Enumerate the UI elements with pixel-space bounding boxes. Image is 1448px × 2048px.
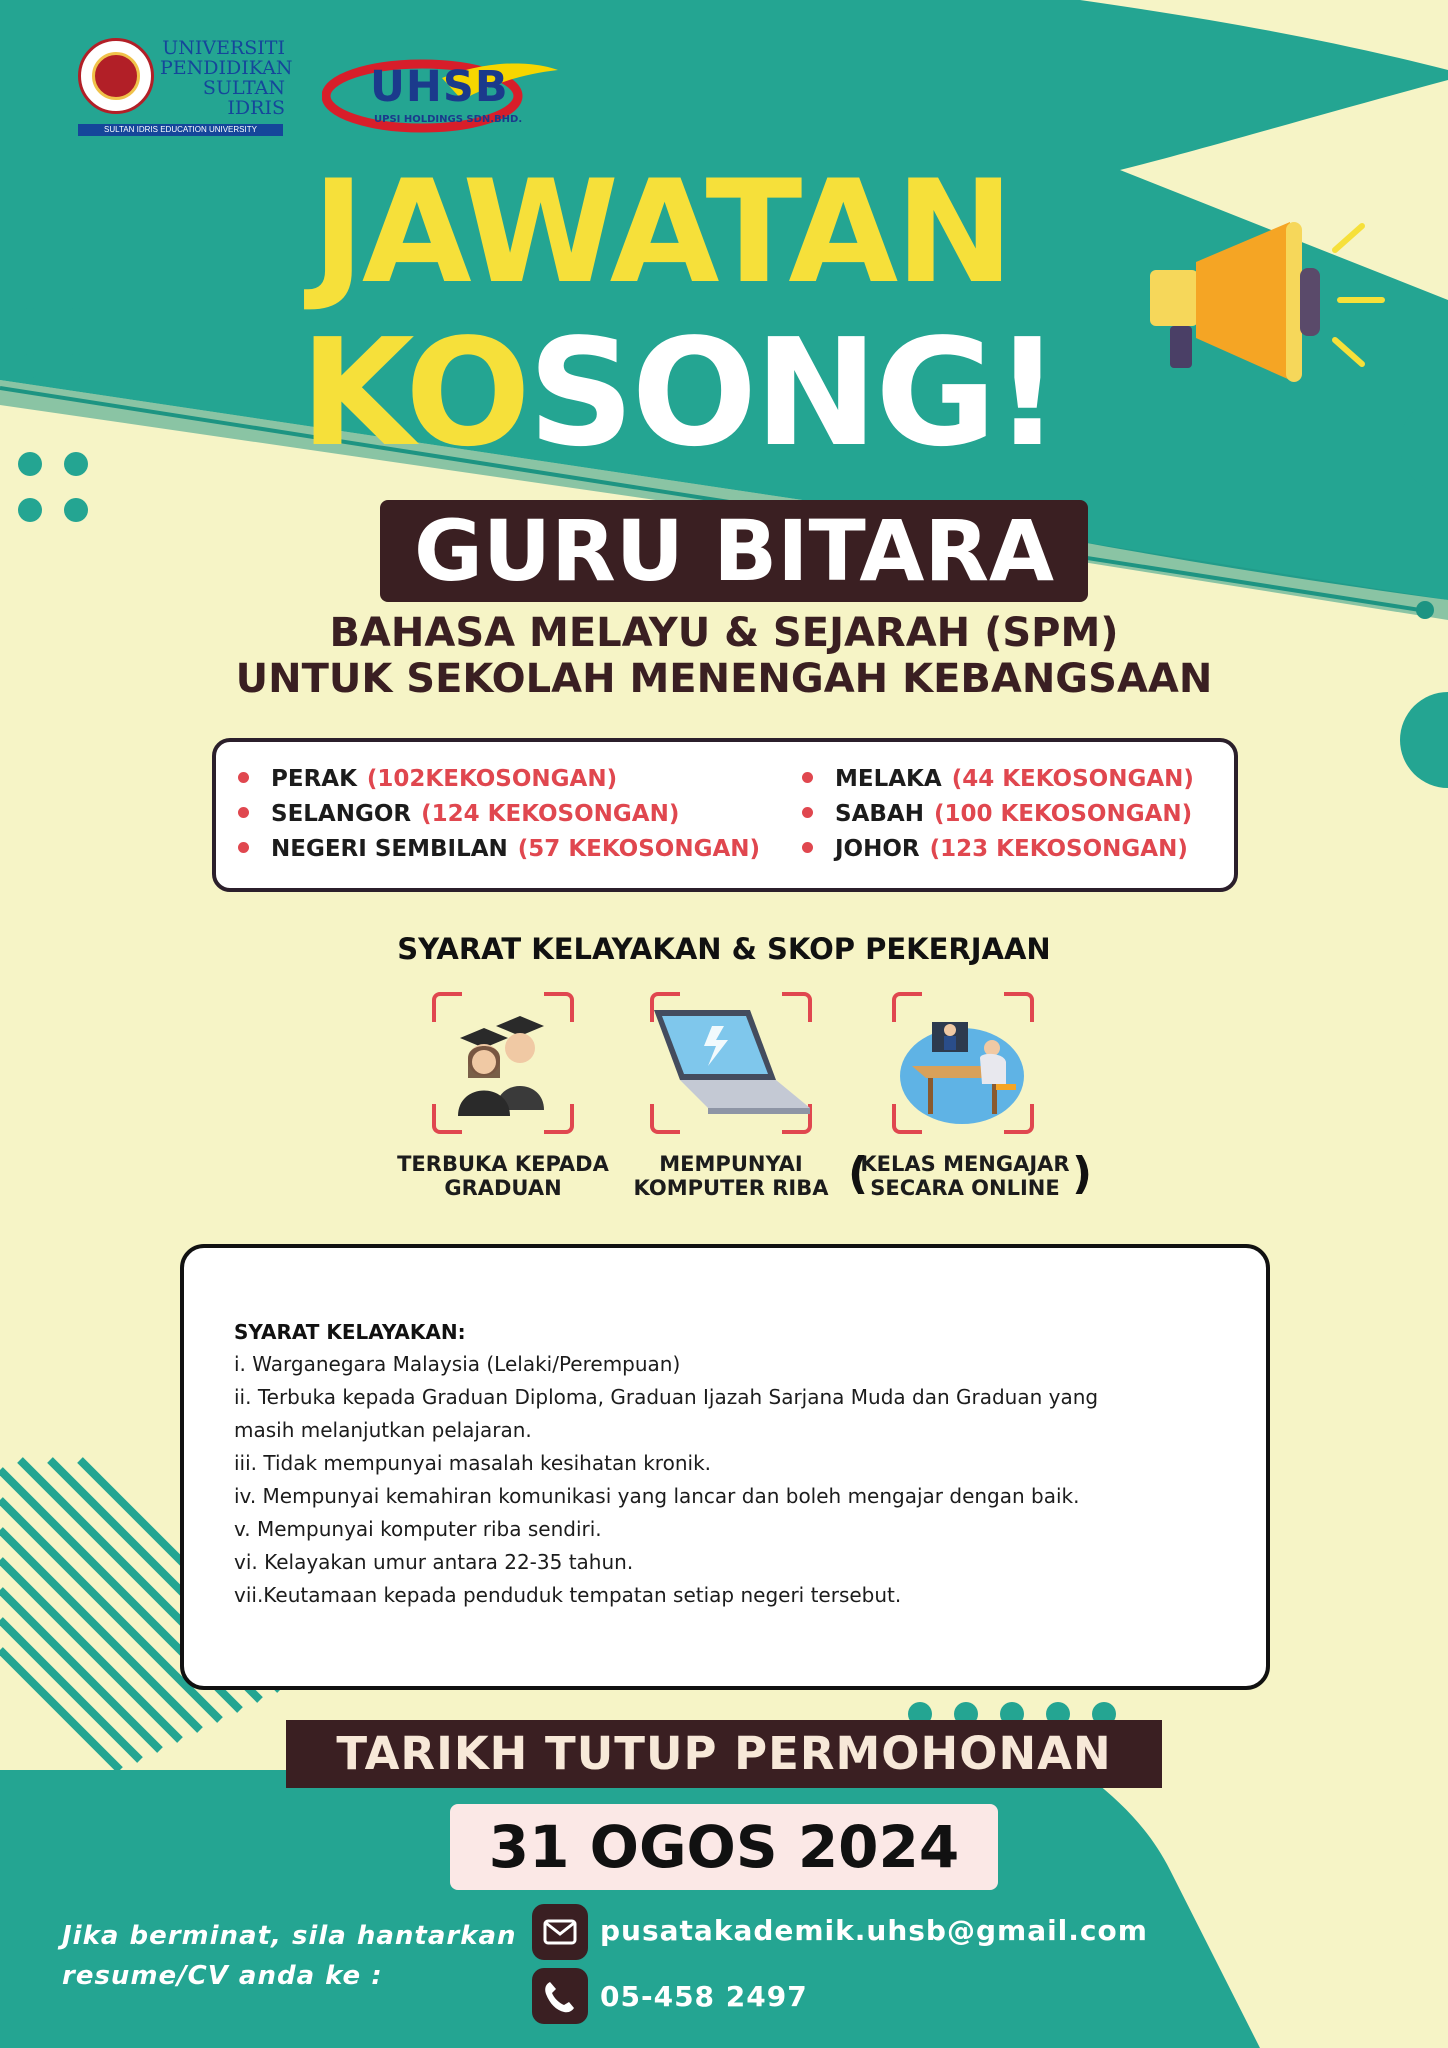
vacancy-item: MELAKA (44 KEKOSONGAN) xyxy=(802,766,1194,792)
laptop-icon xyxy=(650,992,812,1134)
closing-date: 31 OGOS 2024 xyxy=(488,1813,960,1881)
requirements-heading: SYARAT KELAYAKAN & SKOP PEKERJAAN xyxy=(397,932,1051,966)
phone-link[interactable]: 05-458 2497 xyxy=(600,1980,808,2013)
graduates-icon xyxy=(432,992,574,1134)
vacancy-list xyxy=(212,738,1238,892)
bullet-icon xyxy=(802,842,813,853)
title-rest: SONG! xyxy=(527,307,1059,479)
qualification-item: vii.Keutamaan kepada penduduk tempatan setiap negeri tersebut. xyxy=(234,1583,902,1607)
graduates-card xyxy=(432,992,574,1134)
subtitle-line-1: BAHASA MELAYU & SEJARAH (SPM) xyxy=(329,610,1119,656)
closing-banner xyxy=(286,1720,1162,1788)
online-class-icon xyxy=(892,992,1034,1134)
bullet-icon xyxy=(238,772,249,783)
position-title: GURU BITARA xyxy=(413,502,1055,600)
bracket-right-icon: ) xyxy=(1072,1148,1093,1199)
qualification-item: i. Warganegara Malaysia (Lelaki/Perempuan) xyxy=(234,1352,681,1376)
title-line-2 xyxy=(0,307,1448,479)
upsi-tagline: SULTAN IDRIS EDUCATION UNIVERSITY xyxy=(78,124,283,136)
qualification-item: vi. Kelayakan umur antara 22-35 tahun. xyxy=(234,1550,634,1574)
uhsb-logo xyxy=(322,48,562,143)
laptop-card xyxy=(650,992,812,1134)
contact-note: Jika berminat, sila hantarkan resume/CV anda ke : xyxy=(62,1921,517,1991)
position-banner xyxy=(380,500,1088,602)
vacancy-item: PERAK (102KEKOSONGAN) xyxy=(238,766,617,792)
bullet-icon xyxy=(802,772,813,783)
feature-label: MEMPUNYAI KOMPUTER RIBA xyxy=(633,1152,829,1200)
bullet-icon xyxy=(238,807,249,818)
title-line-1: JAWATAN xyxy=(312,150,1012,315)
qualification-item: masih melanjutkan pelajaran. xyxy=(234,1418,532,1442)
email-link[interactable]: pusatakademik.uhsb@gmail.com xyxy=(600,1914,1148,1947)
qualification-item: ii. Terbuka kepada Graduan Diploma, Graduan Ijazah Sarjana Muda dan Graduan yang xyxy=(234,1385,1099,1409)
closing-date-box xyxy=(450,1804,998,1890)
email-icon xyxy=(532,1904,588,1960)
uhsb-name: UHSB xyxy=(370,62,509,112)
subtitle-line-2: UNTUK SEKOLAH MENENGAH KEBANGSAAN xyxy=(235,656,1213,702)
upsi-name: UNIVERSITI PENDIDIKAN SULTAN IDRIS xyxy=(160,37,293,119)
upsi-logo xyxy=(78,37,293,138)
qualification-item: iii. Tidak mempunyai masalah kesihatan kronik. xyxy=(234,1451,712,1475)
uhsb-subtitle: UPSI HOLDINGS SDN.BHD. xyxy=(374,114,523,125)
qualification-item: v. Mempunyai komputer riba sendiri. xyxy=(234,1517,602,1541)
bracket-left-icon: ( xyxy=(848,1148,869,1199)
phone-icon xyxy=(532,1968,588,2024)
online-class-card xyxy=(892,992,1034,1134)
qualifications-heading: SYARAT KELAYAKAN: xyxy=(234,1320,466,1344)
bullet-icon xyxy=(802,807,813,818)
feature-label: KELAS MENGAJAR SECARA ONLINE xyxy=(860,1152,1070,1200)
upsi-seal-icon xyxy=(78,38,154,114)
vacancy-item: JOHOR (123 KEKOSONGAN) xyxy=(802,836,1188,862)
bullet-icon xyxy=(238,842,249,853)
closing-label: TARIKH TUTUP PERMOHONAN xyxy=(336,1727,1112,1780)
title-highlight: KO xyxy=(300,307,528,479)
feature-label: TERBUKA KEPADA GRADUAN xyxy=(397,1152,609,1200)
vacancy-item: NEGERI SEMBILAN (57 KEKOSONGAN) xyxy=(238,836,760,862)
vacancy-item: SELANGOR (124 KEKOSONGAN) xyxy=(238,801,679,827)
qualification-item: iv. Mempunyai kemahiran komunikasi yang lancar dan boleh mengajar dengan baik. xyxy=(234,1484,1080,1508)
qualifications-panel xyxy=(180,1244,1270,1690)
vacancy-item: SABAH (100 KEKOSONGAN) xyxy=(802,801,1192,827)
